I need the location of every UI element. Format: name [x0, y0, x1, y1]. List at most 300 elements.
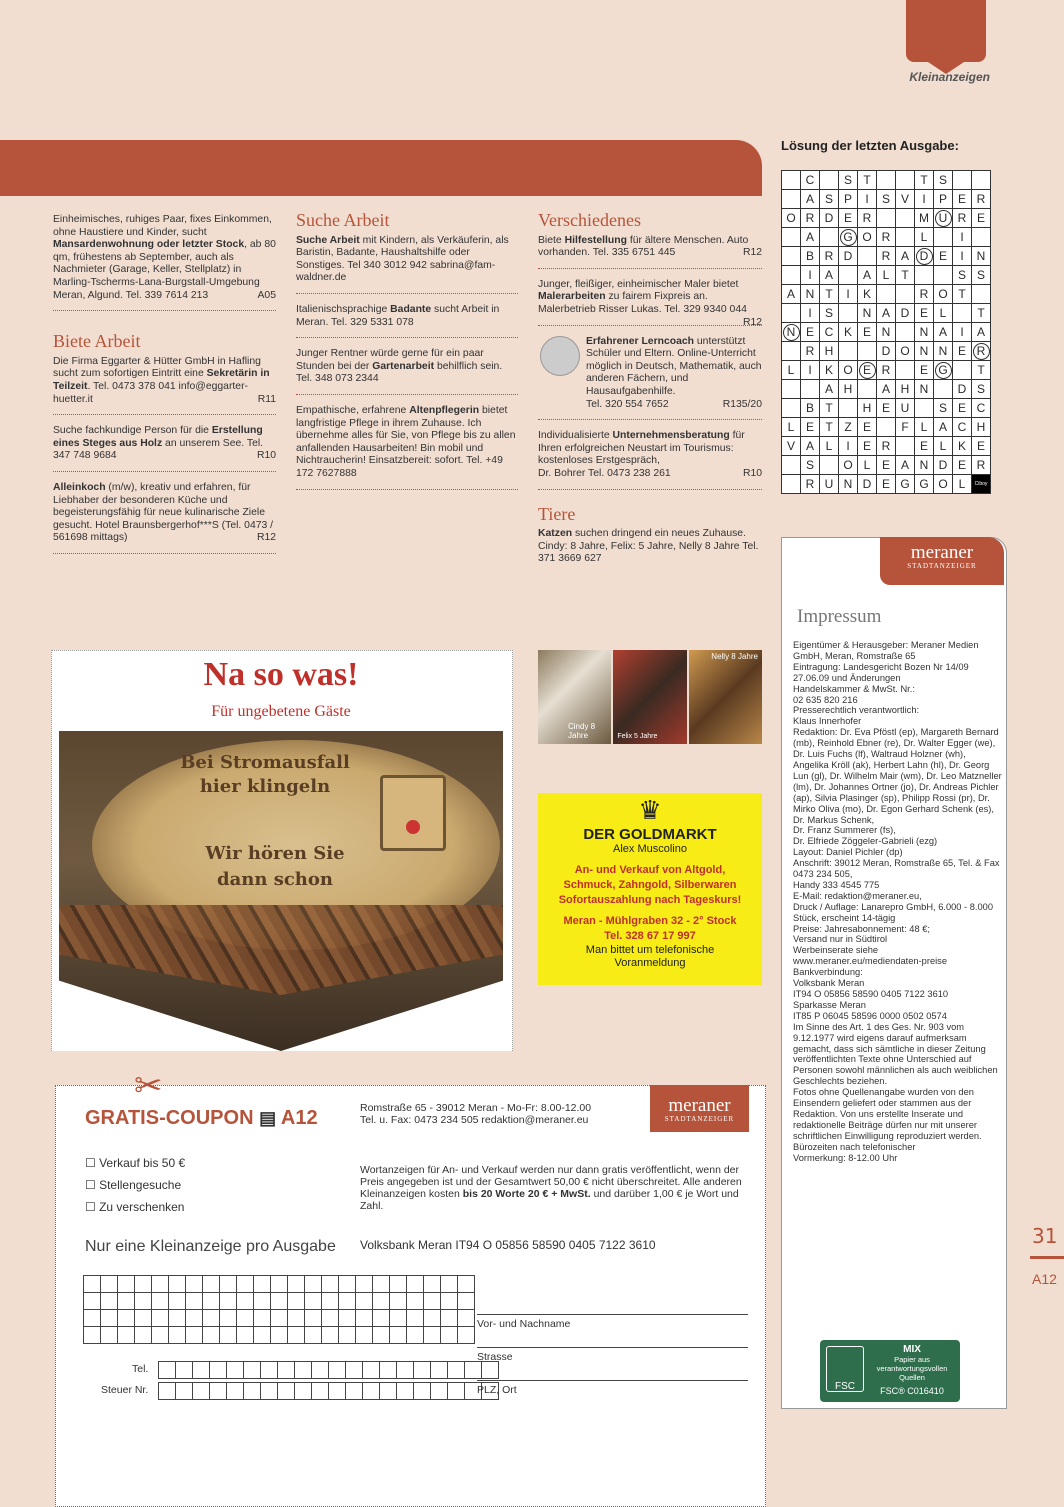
grid-cell: R [877, 247, 896, 266]
entry-box[interactable] [101, 1310, 118, 1327]
entry-box[interactable] [363, 1383, 380, 1400]
entry-box[interactable] [237, 1276, 254, 1293]
entry-box[interactable] [220, 1310, 237, 1327]
grid-cell: G [934, 361, 953, 380]
grid-cell [896, 361, 915, 380]
entry-box[interactable] [373, 1293, 390, 1310]
impressum-line: Bankverbindung: [793, 967, 863, 978]
impressum-line: Volksbank Meran [793, 978, 865, 989]
entry-box[interactable] [397, 1362, 414, 1379]
entry-box[interactable] [220, 1293, 237, 1310]
city-line[interactable] [477, 1380, 748, 1381]
entry-box[interactable] [227, 1383, 244, 1400]
entry-box[interactable] [441, 1276, 458, 1293]
grid-cell: H [820, 342, 839, 361]
grid-cell [953, 304, 972, 323]
grid-row [782, 380, 991, 399]
entry-box[interactable] [152, 1276, 169, 1293]
entry-box[interactable] [346, 1362, 363, 1379]
entry-box[interactable] [193, 1362, 210, 1379]
grid-cell: I [953, 228, 972, 247]
entry-box[interactable] [414, 1362, 431, 1379]
impressum-line: Eigentümer & Herausgeber: Meraner Medien GmbH, Meran, Romstraße 65 [793, 640, 979, 661]
entry-box[interactable] [254, 1276, 271, 1293]
entry-box[interactable] [135, 1293, 152, 1310]
entry-box[interactable] [254, 1327, 271, 1344]
coach-photo [540, 336, 580, 376]
grid-cell: C [820, 323, 839, 342]
grid-cell [839, 399, 858, 418]
entry-box[interactable] [431, 1383, 448, 1400]
entry-box[interactable] [220, 1327, 237, 1344]
grid-cell: V [782, 437, 801, 456]
entry-box[interactable] [397, 1383, 414, 1400]
entry-box[interactable] [169, 1293, 186, 1310]
grid-row [782, 456, 991, 475]
entry-box[interactable] [271, 1293, 288, 1310]
grid-cell: N [877, 323, 896, 342]
entry-box[interactable] [305, 1310, 322, 1327]
entry-box[interactable] [203, 1276, 220, 1293]
crossword-solution-grid [781, 170, 991, 494]
entry-box[interactable] [254, 1310, 271, 1327]
grid-row [782, 190, 991, 209]
entry-box[interactable] [186, 1293, 203, 1310]
grid-cell: K [953, 437, 972, 456]
entry-box[interactable] [244, 1383, 261, 1400]
grid-cell: A [801, 190, 820, 209]
entry-box[interactable] [322, 1276, 339, 1293]
entry-box[interactable] [101, 1327, 118, 1344]
entry-box[interactable] [271, 1327, 288, 1344]
grid-cell: O [896, 342, 915, 361]
impressum-line: Preise: Jahresabonnement: 48 €; [793, 923, 930, 934]
impressum-line: Eintragung: Landesgericht Bozen Nr 14/09 27.06.09 und Änderungen [793, 661, 969, 683]
grid-cell: O [782, 209, 801, 228]
impressum-line: www.meraner.eu/mediendaten-preise [793, 956, 947, 967]
grid-cell: E [877, 399, 896, 418]
entry-box[interactable] [356, 1327, 373, 1344]
entry-box[interactable] [441, 1327, 458, 1344]
goldmarkt-ad [538, 793, 762, 985]
impressum-line: Dr. Elfriede Zöggeler-Gabrieli (ezg) [793, 836, 938, 847]
grid-cell: O [858, 228, 877, 247]
entry-box[interactable] [101, 1293, 118, 1310]
entry-box[interactable] [312, 1362, 329, 1379]
entry-box[interactable] [288, 1276, 305, 1293]
entry-box[interactable] [458, 1327, 475, 1344]
grid-cell: S [934, 171, 953, 190]
grid-cell: N [972, 247, 991, 266]
grid-cell: C [801, 171, 820, 190]
ad-cats: Katzen suchen dringend ein neues Zuhause. Cindy: 8 Jahre, Felix: 5 Jahre, Nelly 8 Jahre Tel. 371 3669 627 [538, 528, 759, 565]
grid-row [782, 209, 991, 228]
grid-cell [934, 266, 953, 285]
entry-box[interactable] [356, 1310, 373, 1327]
entry-box[interactable] [441, 1293, 458, 1310]
ad-job-search-sabrina: Suche Arbeit mit Kindern, als Verkäuferin, als Baristin, Badante, Haushaltshilfe oder Sonstiges. Tel 340 3012 942 sabrina@fam-waldner.de [296, 235, 518, 294]
page-divider [1030, 1256, 1064, 1259]
grid-cell: B [801, 247, 820, 266]
entry-box[interactable] [169, 1310, 186, 1327]
grid-cell [896, 228, 915, 247]
light-switch [380, 775, 446, 851]
grid-cell: I [801, 304, 820, 323]
entry-box[interactable] [424, 1310, 441, 1327]
grid-cell: H [896, 380, 915, 399]
grid-cell: L [782, 361, 801, 380]
grid-cell [782, 475, 801, 494]
grid-cell: A [896, 247, 915, 266]
impressum-line: E-Mail: redaktion@meraner.eu, [793, 890, 922, 901]
entry-box[interactable] [448, 1362, 465, 1379]
entry-box[interactable] [356, 1276, 373, 1293]
entry-box[interactable] [135, 1276, 152, 1293]
grid-cell: E [877, 456, 896, 475]
entry-box[interactable] [288, 1293, 305, 1310]
grid-cell: G [839, 228, 858, 247]
grid-cell: A [972, 323, 991, 342]
grid-cell [801, 380, 820, 399]
entry-box[interactable] [322, 1310, 339, 1327]
cats-photos [538, 650, 762, 744]
grid-cell: S [877, 190, 896, 209]
impressum-line: Handy 333 4545 775 [793, 879, 880, 890]
entry-box[interactable] [363, 1362, 380, 1379]
entry-box[interactable] [244, 1362, 261, 1379]
impressum-line: Redaktion: Dr. Eva Pföstl (ep), Margareth Bernard (mb), Reinhold Ebner (re), Dr. Walter Egger (we), Dr. Luis Fuchs (lf), Waltraud Holzner (wh), Angelika Kröll (ak), Herbert Lahn (hl), Dr. Georg Lun (gl), Dr. Wilhelm Mair (wm), Dr. Leo Matzneller (lm), Dr. Johannes Ortner (jo), Dr. Andreas Pichler (ap), Silvia Plasinger (sp), Philipp Rossi (pr), Dr. Mirko Oliva (mo), Dr. Egon Gerhard Schenk (es), Dr. Markus Schenk, [793, 727, 1002, 825]
section-label: Kleinanzeigen [909, 70, 990, 84]
grid-cell: I [953, 247, 972, 266]
entry-box[interactable] [339, 1310, 356, 1327]
grid-cell: I [953, 323, 972, 342]
entry-box[interactable] [373, 1327, 390, 1344]
grid-row [782, 266, 991, 285]
entry-box[interactable] [339, 1293, 356, 1310]
entry-box[interactable] [118, 1310, 135, 1327]
entry-box[interactable] [135, 1310, 152, 1327]
entry-box[interactable] [118, 1293, 135, 1310]
entry-box[interactable] [407, 1327, 424, 1344]
impressum-title: Impressum [797, 606, 882, 627]
grid-cell: E [858, 361, 877, 380]
entry-box[interactable] [152, 1293, 169, 1310]
grid-cell: C [953, 418, 972, 437]
grid-cell: L [934, 437, 953, 456]
entry-box[interactable] [407, 1293, 424, 1310]
grid-cell: A [934, 323, 953, 342]
entry-box[interactable] [458, 1293, 475, 1310]
grid-cell: A [782, 285, 801, 304]
grid-cell [839, 342, 858, 361]
entry-box[interactable] [278, 1362, 295, 1379]
naso-title: Na so was! [203, 656, 359, 693]
entry-box[interactable] [407, 1276, 424, 1293]
grid-cell: R [877, 361, 896, 380]
grid-cell: A [934, 418, 953, 437]
grid-cell: N [915, 342, 934, 361]
entry-box[interactable] [373, 1310, 390, 1327]
entry-box[interactable] [482, 1362, 499, 1379]
entry-box[interactable] [448, 1383, 465, 1400]
word-entry-grid[interactable] [83, 1275, 475, 1344]
newspaper-icon: ▤ [259, 1108, 277, 1128]
impressum-line: Vormerkung: 8-12.00 Uhr [793, 1152, 898, 1163]
entry-box[interactable] [176, 1383, 193, 1400]
grid-cell: A [801, 228, 820, 247]
grid-cell: E [953, 342, 972, 361]
grid-cell: R [877, 228, 896, 247]
impressum-line: Presserechtlich verantwortlich: [793, 705, 920, 716]
grid-cell [877, 285, 896, 304]
grid-cell: T [972, 361, 991, 380]
grid-cell: A [877, 380, 896, 399]
grid-row [782, 475, 991, 494]
grid-cell [896, 323, 915, 342]
entry-box[interactable] [339, 1327, 356, 1344]
grid-cell: H [839, 380, 858, 399]
entry-box[interactable] [84, 1327, 101, 1344]
street-label: Strasse [477, 1351, 513, 1363]
grid-cell: E [953, 399, 972, 418]
entry-box[interactable] [186, 1327, 203, 1344]
city-label: PLZ, Ort [477, 1384, 517, 1396]
entry-box[interactable] [203, 1293, 220, 1310]
scissors-icon: ✂ [134, 1067, 163, 1105]
entry-box[interactable] [288, 1327, 305, 1344]
entry-box[interactable] [288, 1310, 305, 1327]
entry-box[interactable] [203, 1310, 220, 1327]
grid-cell [782, 456, 801, 475]
grid-cell [782, 342, 801, 361]
entry-box[interactable] [237, 1327, 254, 1344]
entry-box[interactable] [152, 1310, 169, 1327]
entry-box[interactable] [237, 1293, 254, 1310]
entry-box[interactable] [271, 1310, 288, 1327]
tax-entry-grid[interactable] [158, 1382, 499, 1400]
coupon-address: Romstraße 65 - 39012 Meran - Mo-Fr: 8.00-12.00 Tel. u. Fax: 0473 234 505 redaktion@meraner.eu [360, 1102, 592, 1126]
grid-row [782, 323, 991, 342]
column-1 [53, 214, 276, 564]
entry-box[interactable] [465, 1362, 482, 1379]
grid-cell: U [820, 475, 839, 494]
grid-cell: E [915, 304, 934, 323]
entry-box[interactable] [322, 1327, 339, 1344]
entry-box[interactable] [414, 1383, 431, 1400]
grid-cell [915, 399, 934, 418]
entry-box[interactable] [227, 1362, 244, 1379]
entry-box[interactable] [159, 1383, 176, 1400]
grid-cell [877, 209, 896, 228]
impressum-line: Sparkasse Meran [793, 999, 866, 1010]
entry-box[interactable] [220, 1276, 237, 1293]
impressum-line: IT94 O 05856 58590 0405 7122 3610 [793, 989, 949, 999]
entry-box[interactable] [380, 1362, 397, 1379]
entry-box[interactable] [329, 1383, 346, 1400]
entry-box[interactable] [356, 1293, 373, 1310]
street-line[interactable] [477, 1347, 748, 1348]
grid-cell: R [915, 285, 934, 304]
grid-row [782, 285, 991, 304]
goldmarkt-address: Meran - Mühlgraben 32 - 2° Stock [563, 915, 737, 927]
grid-cell: B [801, 399, 820, 418]
entry-box[interactable] [424, 1293, 441, 1310]
entry-box[interactable] [101, 1276, 118, 1293]
grid-cell: H [858, 399, 877, 418]
entry-box[interactable] [254, 1293, 271, 1310]
entry-box[interactable] [424, 1276, 441, 1293]
entry-box[interactable] [210, 1362, 227, 1379]
impressum-line: Klaus Innerhofer [793, 716, 862, 727]
grid-cell: T [820, 418, 839, 437]
grid-row [782, 361, 991, 380]
entry-box[interactable] [261, 1362, 278, 1379]
grid-cell: N [934, 342, 953, 361]
impressum-body [793, 640, 1003, 1164]
entry-box[interactable] [261, 1383, 278, 1400]
entry-box[interactable] [169, 1276, 186, 1293]
entry-box[interactable] [312, 1383, 329, 1400]
entry-box[interactable] [271, 1276, 288, 1293]
entry-box[interactable] [305, 1293, 322, 1310]
entry-box[interactable] [295, 1362, 312, 1379]
goldmarkt-line: An- und Verkauf von Altgold, [574, 864, 726, 876]
column-3 [538, 210, 762, 566]
grid-cell [934, 228, 953, 247]
name-label: Vor- und Nachname [477, 1318, 571, 1330]
entry-box[interactable] [424, 1327, 441, 1344]
goldmarkt-note: Voranmeldung [614, 957, 686, 969]
grid-cell: I [801, 361, 820, 380]
entry-box[interactable] [84, 1293, 101, 1310]
entry-box[interactable] [390, 1327, 407, 1344]
entry-box[interactable] [431, 1362, 448, 1379]
entry-box[interactable] [458, 1276, 475, 1293]
entry-box[interactable] [193, 1383, 210, 1400]
entry-box[interactable] [373, 1276, 390, 1293]
entry-box[interactable] [380, 1383, 397, 1400]
grid-cell: L [782, 418, 801, 437]
grid-cell: G [915, 475, 934, 494]
grid-cell: R [801, 209, 820, 228]
heading-biete-arbeit: Biete Arbeit [53, 331, 141, 352]
grid-cell [782, 304, 801, 323]
entry-box[interactable] [390, 1293, 407, 1310]
grid-cell: R [972, 456, 991, 475]
impressum-line: Anschrift: 39012 Meran, Romstraße 65, Tel. & Fax 0473 234 505, [793, 858, 1000, 880]
sign-text-line3: Wir hören Sie [205, 843, 345, 864]
checkbox-zu-verschenken[interactable]: ☐ Zu verschenken [85, 1200, 185, 1214]
ad-wooden-jetty: Suche fachkundige Person für die Erstellung eines Steges aus Holz an unserem See. Tel. 347 748 9684 R10 [53, 425, 276, 472]
entry-box[interactable] [203, 1327, 220, 1344]
grid-cell: R [972, 190, 991, 209]
grid-cell [953, 171, 972, 190]
entry-box[interactable] [159, 1362, 176, 1379]
grid-cell: T [820, 285, 839, 304]
entry-box[interactable] [118, 1327, 135, 1344]
entry-box[interactable] [390, 1276, 407, 1293]
grid-cell: E [801, 418, 820, 437]
entry-box[interactable] [152, 1327, 169, 1344]
grid-cell: Z [839, 418, 858, 437]
grid-cell: S [839, 171, 858, 190]
grid-cell: T [896, 266, 915, 285]
entry-box[interactable] [295, 1383, 312, 1400]
entry-box[interactable] [407, 1310, 424, 1327]
grid-row [782, 247, 991, 266]
heading-suche-arbeit: Suche Arbeit [296, 210, 390, 230]
goldmarkt-phone: Tel. 328 67 17 997 [604, 930, 696, 942]
checkbox-verkauf[interactable]: ☐ Verkauf bis 50 € [85, 1156, 186, 1170]
grid-cell: T [953, 285, 972, 304]
grid-cell: D [858, 475, 877, 494]
entry-box[interactable] [176, 1362, 193, 1379]
name-line[interactable] [477, 1314, 748, 1315]
entry-box[interactable] [390, 1310, 407, 1327]
ad-consulting: Individualisierte Unternehmensberatung für Ihren erfolgreichen Neustart im Tourismus: kostenloses Erstgespräch, Dr. Bohrer Tel. 0473 238 261 R10 [538, 430, 762, 489]
entry-box[interactable] [339, 1276, 356, 1293]
grid-cell [820, 228, 839, 247]
page-ref: A12 [1032, 1271, 1057, 1287]
grid-cell: L [877, 266, 896, 285]
grid-cell: V [896, 190, 915, 209]
entry-box[interactable] [186, 1310, 203, 1327]
entry-box[interactable] [305, 1327, 322, 1344]
entry-box[interactable] [84, 1276, 101, 1293]
grid-cell: E [972, 437, 991, 456]
page-number: 31 [1032, 1224, 1058, 1248]
entry-box[interactable] [135, 1327, 152, 1344]
grid-cell: T [858, 171, 877, 190]
entry-box[interactable] [441, 1310, 458, 1327]
impressum-line: Werbeinserate siehe [793, 945, 879, 956]
entry-box[interactable] [305, 1276, 322, 1293]
checkbox-stellengesuche[interactable]: ☐ Stellengesuche [85, 1178, 182, 1192]
entry-box[interactable] [278, 1383, 295, 1400]
entry-box[interactable] [118, 1276, 135, 1293]
entry-box[interactable] [237, 1310, 254, 1327]
coupon-info: Wortanzeigen für An- und Verkauf werden nur dann gratis veröffentlicht, wenn der Preis angegeben ist und der Gesamtwert 50,00 € nicht überschreitet. Alle anderen Kleinanzeigen kosten bis 20 Worte 20 € + MwSt. und darüber 1,00 € je Wort und Zahl. [360, 1164, 742, 1212]
grid-cell: K [839, 323, 858, 342]
grid-cell: N [801, 285, 820, 304]
entry-box[interactable] [346, 1383, 363, 1400]
grid-cell [782, 266, 801, 285]
entry-box[interactable] [210, 1383, 227, 1400]
entry-box[interactable] [186, 1276, 203, 1293]
grid-cell: L [934, 304, 953, 323]
grid-cell: O [934, 285, 953, 304]
entry-box[interactable] [169, 1327, 186, 1344]
grid-cell: N [915, 380, 934, 399]
coupon-meraner-logo: meraner STADTANZEIGER [650, 1085, 749, 1132]
cat-photo-nelly: Nelly 8 Jahre [689, 650, 762, 744]
entry-box[interactable] [322, 1293, 339, 1310]
impressum-line: Layout: Daniel Pichler (dp) [793, 847, 903, 858]
tel-entry-grid[interactable] [158, 1361, 499, 1379]
grid-cell: R [972, 342, 991, 361]
grid-cell: U [934, 209, 953, 228]
one-ad-note: Nur eine Kleinanzeige pro Ausgabe [85, 1238, 336, 1255]
grid-cell: T [972, 304, 991, 323]
entry-box[interactable] [458, 1310, 475, 1327]
entry-box[interactable] [329, 1362, 346, 1379]
grid-row [782, 228, 991, 247]
grid-cell: P [934, 190, 953, 209]
heading-tiere: Tiere [538, 503, 576, 524]
entry-box[interactable] [84, 1310, 101, 1327]
grid-cell: A [896, 456, 915, 475]
grid-cell: E [877, 475, 896, 494]
